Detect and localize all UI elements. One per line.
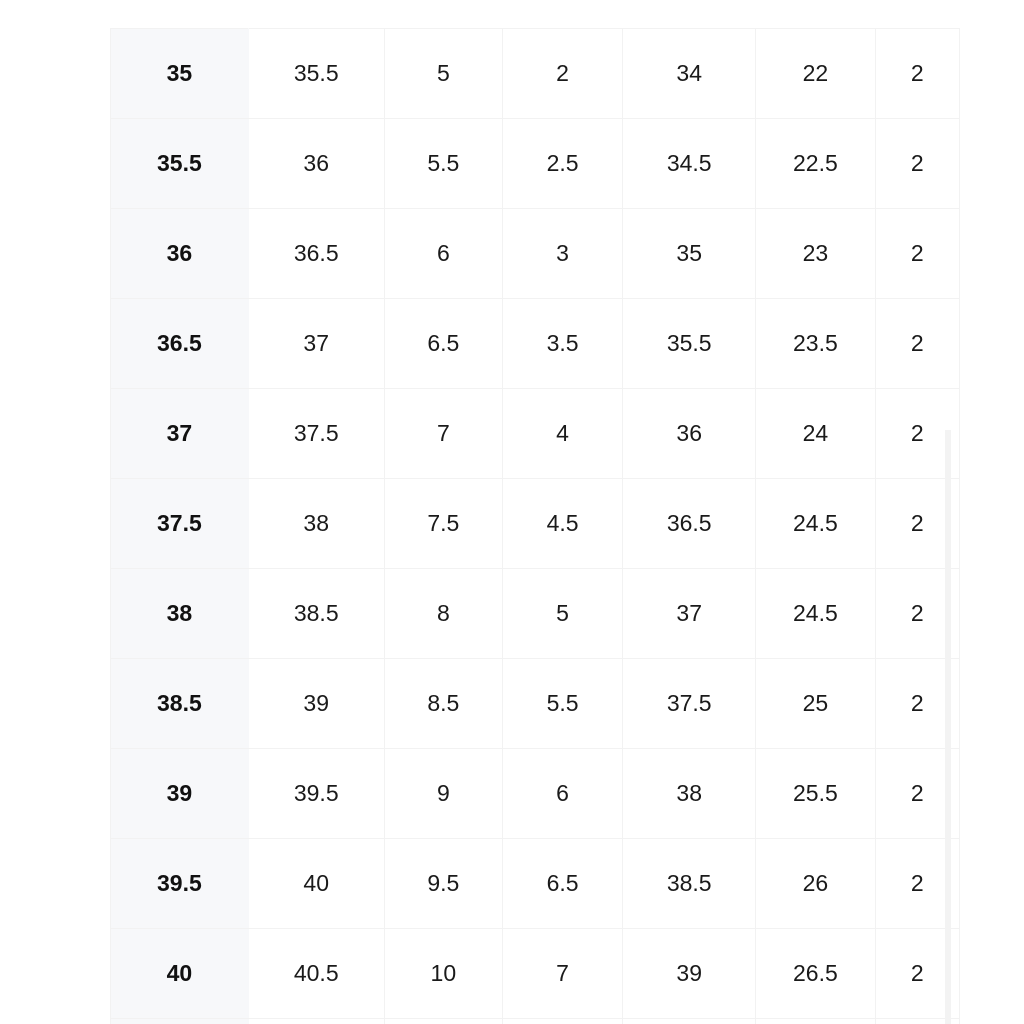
- scroll-edge: [945, 430, 951, 1024]
- table-row: [111, 569, 960, 659]
- table-cell: 7: [502, 929, 622, 1019]
- table-cell: 37: [248, 299, 384, 389]
- table-cell: 5: [502, 569, 622, 659]
- table-cell: 34: [623, 29, 756, 119]
- table-cell: 36: [248, 119, 384, 209]
- table-cell: 23.5: [756, 299, 875, 389]
- table-row: [111, 929, 960, 1019]
- table-cell: 9.5: [384, 839, 502, 929]
- table-cell: 2: [875, 929, 959, 1019]
- table-cell: 10: [384, 929, 502, 1019]
- table-cell: 5.5: [502, 659, 622, 749]
- table-cell: [502, 1019, 622, 1024]
- table-cell: 25: [756, 659, 875, 749]
- table-cell: 40: [248, 839, 384, 929]
- table-cell: [756, 1019, 875, 1024]
- table-cell: 38.5: [623, 839, 756, 929]
- table-cell: 4: [502, 389, 622, 479]
- table-cell: 38: [623, 749, 756, 839]
- table-cell: 35.5: [248, 29, 384, 119]
- table-row: [111, 659, 960, 749]
- table-cell: [623, 1019, 756, 1024]
- table-cell: 24.5: [756, 569, 875, 659]
- table-cell: 39.5: [248, 749, 384, 839]
- table-row: [111, 839, 960, 929]
- table-cell: 2: [875, 839, 959, 929]
- table-cell: 35: [623, 209, 756, 299]
- table-cell: 6: [384, 209, 502, 299]
- row-header-cell: 39.5: [111, 839, 249, 929]
- table-cell: 2: [875, 749, 959, 839]
- table-row: [111, 119, 960, 209]
- table-cell: 2.5: [502, 119, 622, 209]
- table-row: [111, 209, 960, 299]
- table-cell: [384, 1019, 502, 1024]
- table-row: [111, 749, 960, 839]
- table-cell: 2: [502, 29, 622, 119]
- table-cell: 36.5: [623, 479, 756, 569]
- table-cell: 38: [248, 479, 384, 569]
- table-cell: 36: [623, 389, 756, 479]
- table-cell: 37.5: [248, 389, 384, 479]
- table-cell: 2: [875, 479, 959, 569]
- row-header-cell: 37.5: [111, 479, 249, 569]
- size-chart-table: [110, 28, 960, 1024]
- table-cell: 5: [384, 29, 502, 119]
- table-row: [111, 479, 960, 569]
- size-chart-table-container[interactable]: [110, 28, 960, 1024]
- table-cell: 22: [756, 29, 875, 119]
- table-cell: 38.5: [248, 569, 384, 659]
- table-cell: 8.5: [384, 659, 502, 749]
- row-header-cell: 38: [111, 569, 249, 659]
- table-cell: 5.5: [384, 119, 502, 209]
- table-cell: 2: [875, 119, 959, 209]
- row-header-cell: 35.5: [111, 119, 249, 209]
- row-header-cell: 37: [111, 389, 249, 479]
- table-cell: 6.5: [502, 839, 622, 929]
- table-cell: 24.5: [756, 479, 875, 569]
- table-cell: 39: [248, 659, 384, 749]
- table-cell: 39: [623, 929, 756, 1019]
- table-cell: 36.5: [248, 209, 384, 299]
- table-cell: 2: [875, 299, 959, 389]
- table-cell: 4.5: [502, 479, 622, 569]
- table-cell: 2: [875, 29, 959, 119]
- table-cell: 2: [875, 569, 959, 659]
- table-cell: 25.5: [756, 749, 875, 839]
- table-cell: 9: [384, 749, 502, 839]
- table-cell: 22.5: [756, 119, 875, 209]
- table-cell: 6.5: [384, 299, 502, 389]
- table-cell: 2: [875, 389, 959, 479]
- row-header-cell: 36.5: [111, 299, 249, 389]
- table-cell: 2: [875, 209, 959, 299]
- table-cell: 6: [502, 749, 622, 839]
- table-cell: 2: [875, 659, 959, 749]
- table-row: [111, 1019, 960, 1024]
- table-cell: 40.5: [248, 929, 384, 1019]
- table-cell: 37.5: [623, 659, 756, 749]
- table-cell: 34.5: [623, 119, 756, 209]
- table-cell: 23: [756, 209, 875, 299]
- table-cell: 3.5: [502, 299, 622, 389]
- row-header-cell: 39: [111, 749, 249, 839]
- table-cell: 24: [756, 389, 875, 479]
- size-chart-body: [111, 29, 960, 1024]
- table-cell: 7: [384, 389, 502, 479]
- table-cell: 26: [756, 839, 875, 929]
- table-cell: 3: [502, 209, 622, 299]
- table-cell: [248, 1019, 384, 1024]
- table-cell: 26.5: [756, 929, 875, 1019]
- table-cell: 8: [384, 569, 502, 659]
- table-cell: 37: [623, 569, 756, 659]
- table-row: [111, 299, 960, 389]
- table-cell: 7.5: [384, 479, 502, 569]
- table-row: [111, 389, 960, 479]
- row-header-cell: 40: [111, 929, 249, 1019]
- row-header-cell: 38.5: [111, 659, 249, 749]
- row-header-cell: 36: [111, 209, 249, 299]
- table-row: [111, 29, 960, 119]
- row-header-cell: [111, 1019, 249, 1024]
- table-cell: 35.5: [623, 299, 756, 389]
- row-header-cell: 35: [111, 29, 249, 119]
